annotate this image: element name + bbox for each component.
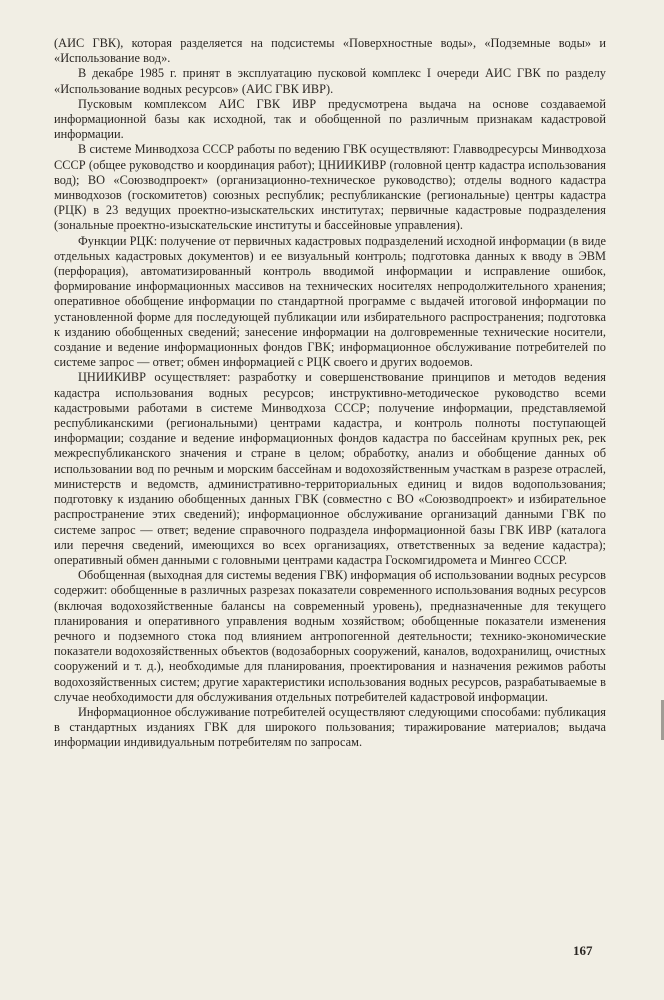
paragraph: Информационное обслуживание потребителей осуществляют следующими способами: публикация в стандартных изданиях ГВК для широкого пользования; тиражирование материалов; выдача информации индивидуальным потребителям по запросам. — [54, 704, 606, 750]
paragraph: Обобщенная (выходная для системы ведения ГВК) информация об использовании водных ресурсов содержит: обобщенные в различных разрезах показатели современного использования водных ресурсов (включая водохозяйственные балансы на современный уровень), предназначенные для текущего планирования и оперативного управления водным хозяйством; обобщенные показатели изменения речного и подземного стока под влиянием антропогенной деятельности; технико-экономические показатели водохозяйственных объектов (водозаборных сооружений, каналов, водохранилищ, очистных сооружений и т. д.), необходимые для планирования, проектирования и назначения режимов работы водохозяйственных систем; другие характеристики использования водных ресурсов, разрабатываемые в случае необходимости для обслуживания отдельных потребителей кадастровой информации. — [54, 568, 606, 704]
body-text — [54, 36, 606, 751]
paragraph: В декабре 1985 г. принят в эксплуатацию пусковой комплекс I очереди АИС ГВК по разделу «Использование водных ресурсов» (АИС ГВК ИВР). — [54, 66, 606, 96]
paragraph: В системе Минводхоза СССР работы по ведению ГВК осуществляют: Главводресурсы Минводхоза СССР (общее руководство и координация работ); ЦНИИКИВР (головной центр кадастра использования вод); ВО «Союзводпроект» (организационно-техническое руководство); отделы водного кадастра минводхозов (госкомитетов) союзных республик; республиканские (региональные) центры кадастра (РЦК) в 23 ведущих проектно-изыскательских институтах; первичные кадастровые подразделения (зональные проектно-изыскательские институты и бассейновые управления). — [54, 142, 606, 233]
paragraph: ЦНИИКИВР осуществляет: разработку и совершенствование принципов и методов ведения кадастра использования водных ресурсов; инструктивно-методическое руководство всеми кадастровыми работами в системе Минводхоза СССР; получение информации, представляемой республиканскими (региональными) центрами кадастра, и контроль полноты поступающей информации; создание и ведение информационных фондов кадастра по бассейнам крупных рек, рек межреспубликанского значения и стране в целом; обработку, анализ и обобщение данных об использовании вод по речным и морским бассейнам и водохозяйственным участкам в разрезе отраслей, министерств и ведомств, административно-территориальных единиц и видов водопользования; подготовку к изданию обобщенных данных ГВК (совместно с ВО «Союзводпроект» и избирательное распространение этих сведений); информационное обслуживание организаций данными ГВК по системе запрос — ответ; ведение справочного подраздела информационной базы ГВК ИВР (каталога или перечня сведений, имеющихся во всех организациях, ответственных за ведение кадастра); оперативный обмен данными с головными центрами кадастра Госкомгидромета и Мингео СССР. — [54, 370, 606, 567]
paragraph: Функции РЦК: получение от первичных кадастровых подразделений исходной информации (в виде отдельных кадастровых документов) и ее визуальный контроль; подготовка данных к вводу в ЭВМ (перфорация), автоматизированный контроль вводимой информации и исправление ошибок, формирование информационных массивов на технических носителях непродолжительного хранения; оперативное обобщение информации по стандартной программе с выдачей итоговой информации по установленной форме для последующей публикации или избирательного распространения; подготовка к изданию обобщенных сведений; занесение информации на долговременные технические носители, создание и ведение информационных фондов ГВК; информационное обслуживание потребителей по системе запрос — ответ; обмен информацией с РЦК своего и других водоемов. — [54, 233, 606, 370]
page-number: 167 — [573, 943, 593, 958]
paragraph: Пусковым комплексом АИС ГВК ИВР предусмотрена выдача на основе создаваемой информационной базы как исходной, так и обобщенной по различным признакам кадастровой информации. — [54, 96, 606, 142]
paragraph-continued: (АИС ГВК), которая разделяется на подсистемы «Поверхностные воды», «Подземные воды» и «Использование вод». — [54, 36, 606, 66]
